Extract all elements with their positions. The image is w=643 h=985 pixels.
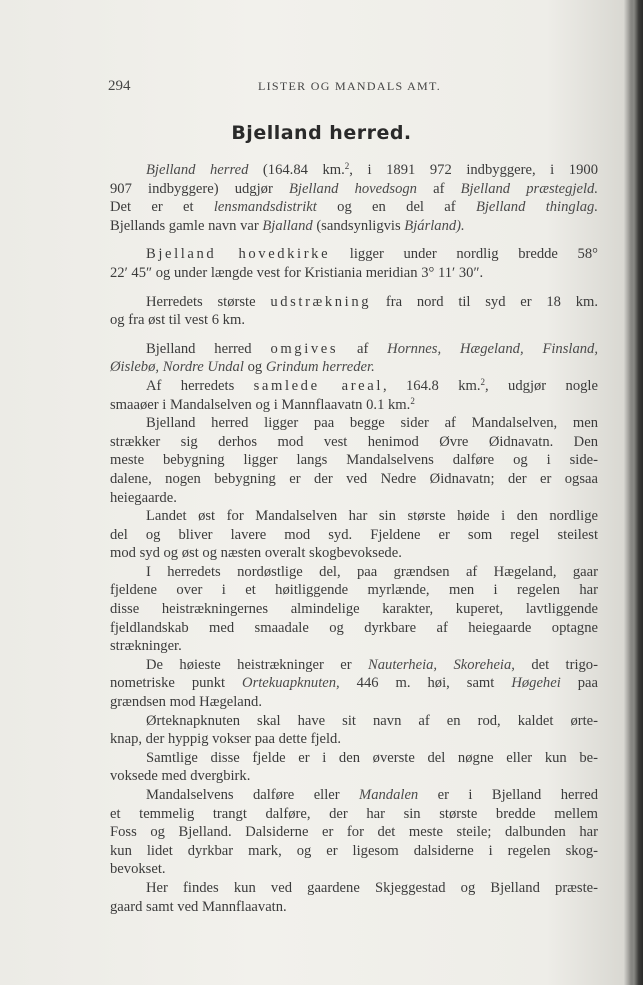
text-run: Bjelland herred ligger paa begge sider af Mandalselven, men — [146, 415, 598, 432]
text-line — [110, 451, 598, 470]
text-line — [110, 600, 598, 619]
text-line — [110, 470, 598, 489]
italic-term: Øislebø, Nordre Undal — [110, 359, 244, 376]
text-run: kun lidet dyrkbar mark, og er ligesom dalsiderne i regelen skog- — [110, 842, 598, 859]
text-run: Ørteknapknuten skal have sit navn af en rod, kaldet ørte- — [146, 712, 598, 729]
text-line — [110, 749, 598, 768]
page-header — [108, 78, 598, 96]
superscript: 2 — [410, 395, 415, 406]
italic-term: Hornnes, Hægeland, Finsland, — [387, 340, 598, 357]
text-line — [110, 180, 598, 199]
text-line — [110, 693, 598, 712]
text-run: 907 indbyggere) udgjør — [110, 180, 289, 197]
body-text — [110, 161, 598, 916]
text-run: strækninger. — [110, 638, 182, 655]
text-run: 22′ 45″ og under længde vest for Kristiania meridian 3° 11′ 30″. — [110, 264, 484, 281]
text-run: Samtlige disse fjelde er i den øverste del nøgne eller kun be- — [146, 749, 598, 766]
text-line — [110, 730, 598, 749]
text-run: (164.84 km. — [248, 162, 345, 178]
text-line — [110, 879, 598, 898]
text-line — [110, 712, 598, 731]
italic-term: Bjelland hovedsogn — [288, 180, 417, 197]
text-run: er i Bjelland herred — [418, 787, 599, 803]
text-line — [110, 198, 598, 217]
text-line — [110, 340, 598, 359]
text-line — [110, 842, 598, 861]
italic-term: Høgehei — [511, 675, 561, 692]
text-line — [110, 414, 598, 433]
text-run: Foss og Bjelland. Dalsiderne er for det meste steile; dalbunden har — [110, 824, 598, 841]
text-run: voksede med dvergbirk. — [110, 768, 251, 785]
text-run: Mandalselvens dalføre eller — [146, 787, 360, 803]
italic-term: Bjelland thinglag. — [475, 199, 598, 216]
text-line — [110, 823, 598, 842]
italic-term: Bjárland). — [404, 217, 465, 234]
text-run: Det er et — [110, 199, 214, 216]
text-line — [110, 805, 598, 824]
superscript: 2 — [344, 161, 350, 171]
text-run: og — [243, 359, 266, 376]
text-run: gaard samt ved Mannflaavatn. — [110, 898, 287, 915]
text-run: fjeldene over i et høitliggende myrlænde, men i regelen har — [110, 582, 598, 599]
text-run: I herredets nordøstlige del, paa grændsen af Hægeland, gaar — [146, 563, 598, 580]
text-run: smaaøer i Mandalselven og i Mannflaavatn 0.1 km. — [110, 396, 411, 413]
text-run: 446 m. høi, samt — [339, 675, 512, 692]
text-run: Her findes kun ved gaardene Skjeggestad og Bjelland præste- — [146, 879, 598, 896]
text-line — [110, 358, 598, 377]
paragraph-gap — [110, 330, 598, 340]
text-line — [110, 396, 598, 415]
spaced-emphasis: omgives — [270, 340, 339, 357]
text-run: (sandsynligvis — [312, 217, 405, 234]
text-line — [110, 581, 598, 600]
text-run: af — [338, 340, 388, 357]
text-run: grændsen mod Hægeland. — [110, 694, 263, 711]
book-spine-shadow — [629, 0, 643, 985]
text-line — [110, 860, 598, 879]
text-run: bevokset. — [110, 861, 166, 878]
text-line — [110, 311, 598, 330]
text-run: og fra øst til vest 6 km. — [110, 312, 245, 329]
text-run: et temmelig trangt dalføre, der har sin største bredde mellem — [110, 805, 598, 822]
text-run: Bjelland herred — [146, 340, 271, 357]
spaced-emphasis: udstrækning — [270, 293, 372, 310]
paragraph-gap — [110, 283, 598, 293]
text-run: heiegaarde. — [110, 489, 177, 506]
text-line — [110, 767, 598, 786]
text-line — [110, 489, 598, 508]
paragraph-gap — [110, 235, 598, 245]
text-run: , i 1891 972 indbyggere, i 1900 — [349, 162, 598, 178]
italic-term: Ortekuapknuten, — [242, 675, 340, 692]
text-line — [110, 264, 598, 283]
text-run: , udgjør nogle — [485, 377, 598, 394]
text-run: De høieste heistrækninger er — [146, 656, 369, 673]
spaced-emphasis: samlede areal — [253, 377, 383, 394]
text-line — [110, 293, 598, 312]
text-line — [110, 245, 598, 264]
text-run: paa — [560, 675, 598, 692]
text-line — [110, 217, 598, 236]
section-title: Bjelland herred. — [231, 122, 412, 144]
text-line — [110, 674, 598, 693]
page-number: 294 — [108, 78, 131, 94]
text-run: ligger under nordlig bredde 58° — [330, 246, 598, 263]
text-run: Landet øst for Mandalselven har sin største høide i den nordlige — [146, 508, 598, 525]
text-line — [110, 526, 598, 545]
text-run: mod syd og øst og næsten overalt skogbevoksede. — [110, 545, 402, 562]
text-run: strækker sig derhos mod vest henimod Øvre Øidnavatn. Den — [110, 433, 598, 450]
text-line — [110, 544, 598, 563]
italic-term: Bjelland præstegjeld. — [460, 180, 598, 197]
text-run: fra nord til syd er 18 km. — [371, 293, 599, 310]
italic-term: lensmandsdistrikt — [213, 199, 317, 216]
text-run: Herredets største — [146, 293, 271, 310]
spaced-emphasis: Bjelland hovedkirke — [146, 246, 331, 263]
text-line — [110, 898, 598, 917]
italic-term: Bjelland herred — [146, 162, 249, 178]
text-line — [110, 377, 598, 396]
text-line — [110, 507, 598, 526]
text-run: disse heistrækningernes almindelige karakter, kuperet, lavtliggende — [110, 601, 598, 618]
text-line — [110, 563, 598, 582]
text-run: af — [416, 180, 461, 197]
italic-term: Nauterheia, Skoreheia, — [368, 656, 515, 673]
running-title: LISTER OG MANDALS AMT. — [258, 79, 442, 93]
italic-term: Grindum herreder. — [265, 359, 375, 376]
superscript: 2 — [480, 376, 486, 387]
text-line — [110, 619, 598, 638]
text-line — [110, 637, 598, 656]
text-run: dalene, nogen bebygning er der ved Nedre Øidnavatn; der er ogsaa — [110, 470, 598, 487]
text-run: det trigo- — [514, 656, 598, 673]
text-line — [110, 786, 598, 805]
text-run: del og bliver lavere mod syd. Fjeldene er som regel steilest — [110, 526, 598, 543]
italic-term: Mandalen — [359, 787, 419, 803]
italic-term: Bjalland — [262, 217, 313, 234]
text-run: nometriske punkt — [110, 675, 243, 692]
text-line — [110, 161, 598, 180]
text-run: Af herredets — [146, 377, 254, 394]
text-run: fjeldlandskab med smaadale og dyrkbare af heiegaarde optagne — [110, 619, 598, 636]
text-run: og en del af — [316, 199, 476, 216]
text-run: , 164.8 km. — [382, 377, 481, 394]
text-line — [110, 656, 598, 675]
text-run: meste bebygning ligger langs Mandalselvens dalføre og i side- — [110, 452, 598, 469]
text-line — [110, 433, 598, 452]
text-run: knap, der hyppig vokser paa dette fjeld. — [110, 731, 341, 748]
text-run: Bjellands gamle navn var — [110, 217, 263, 234]
